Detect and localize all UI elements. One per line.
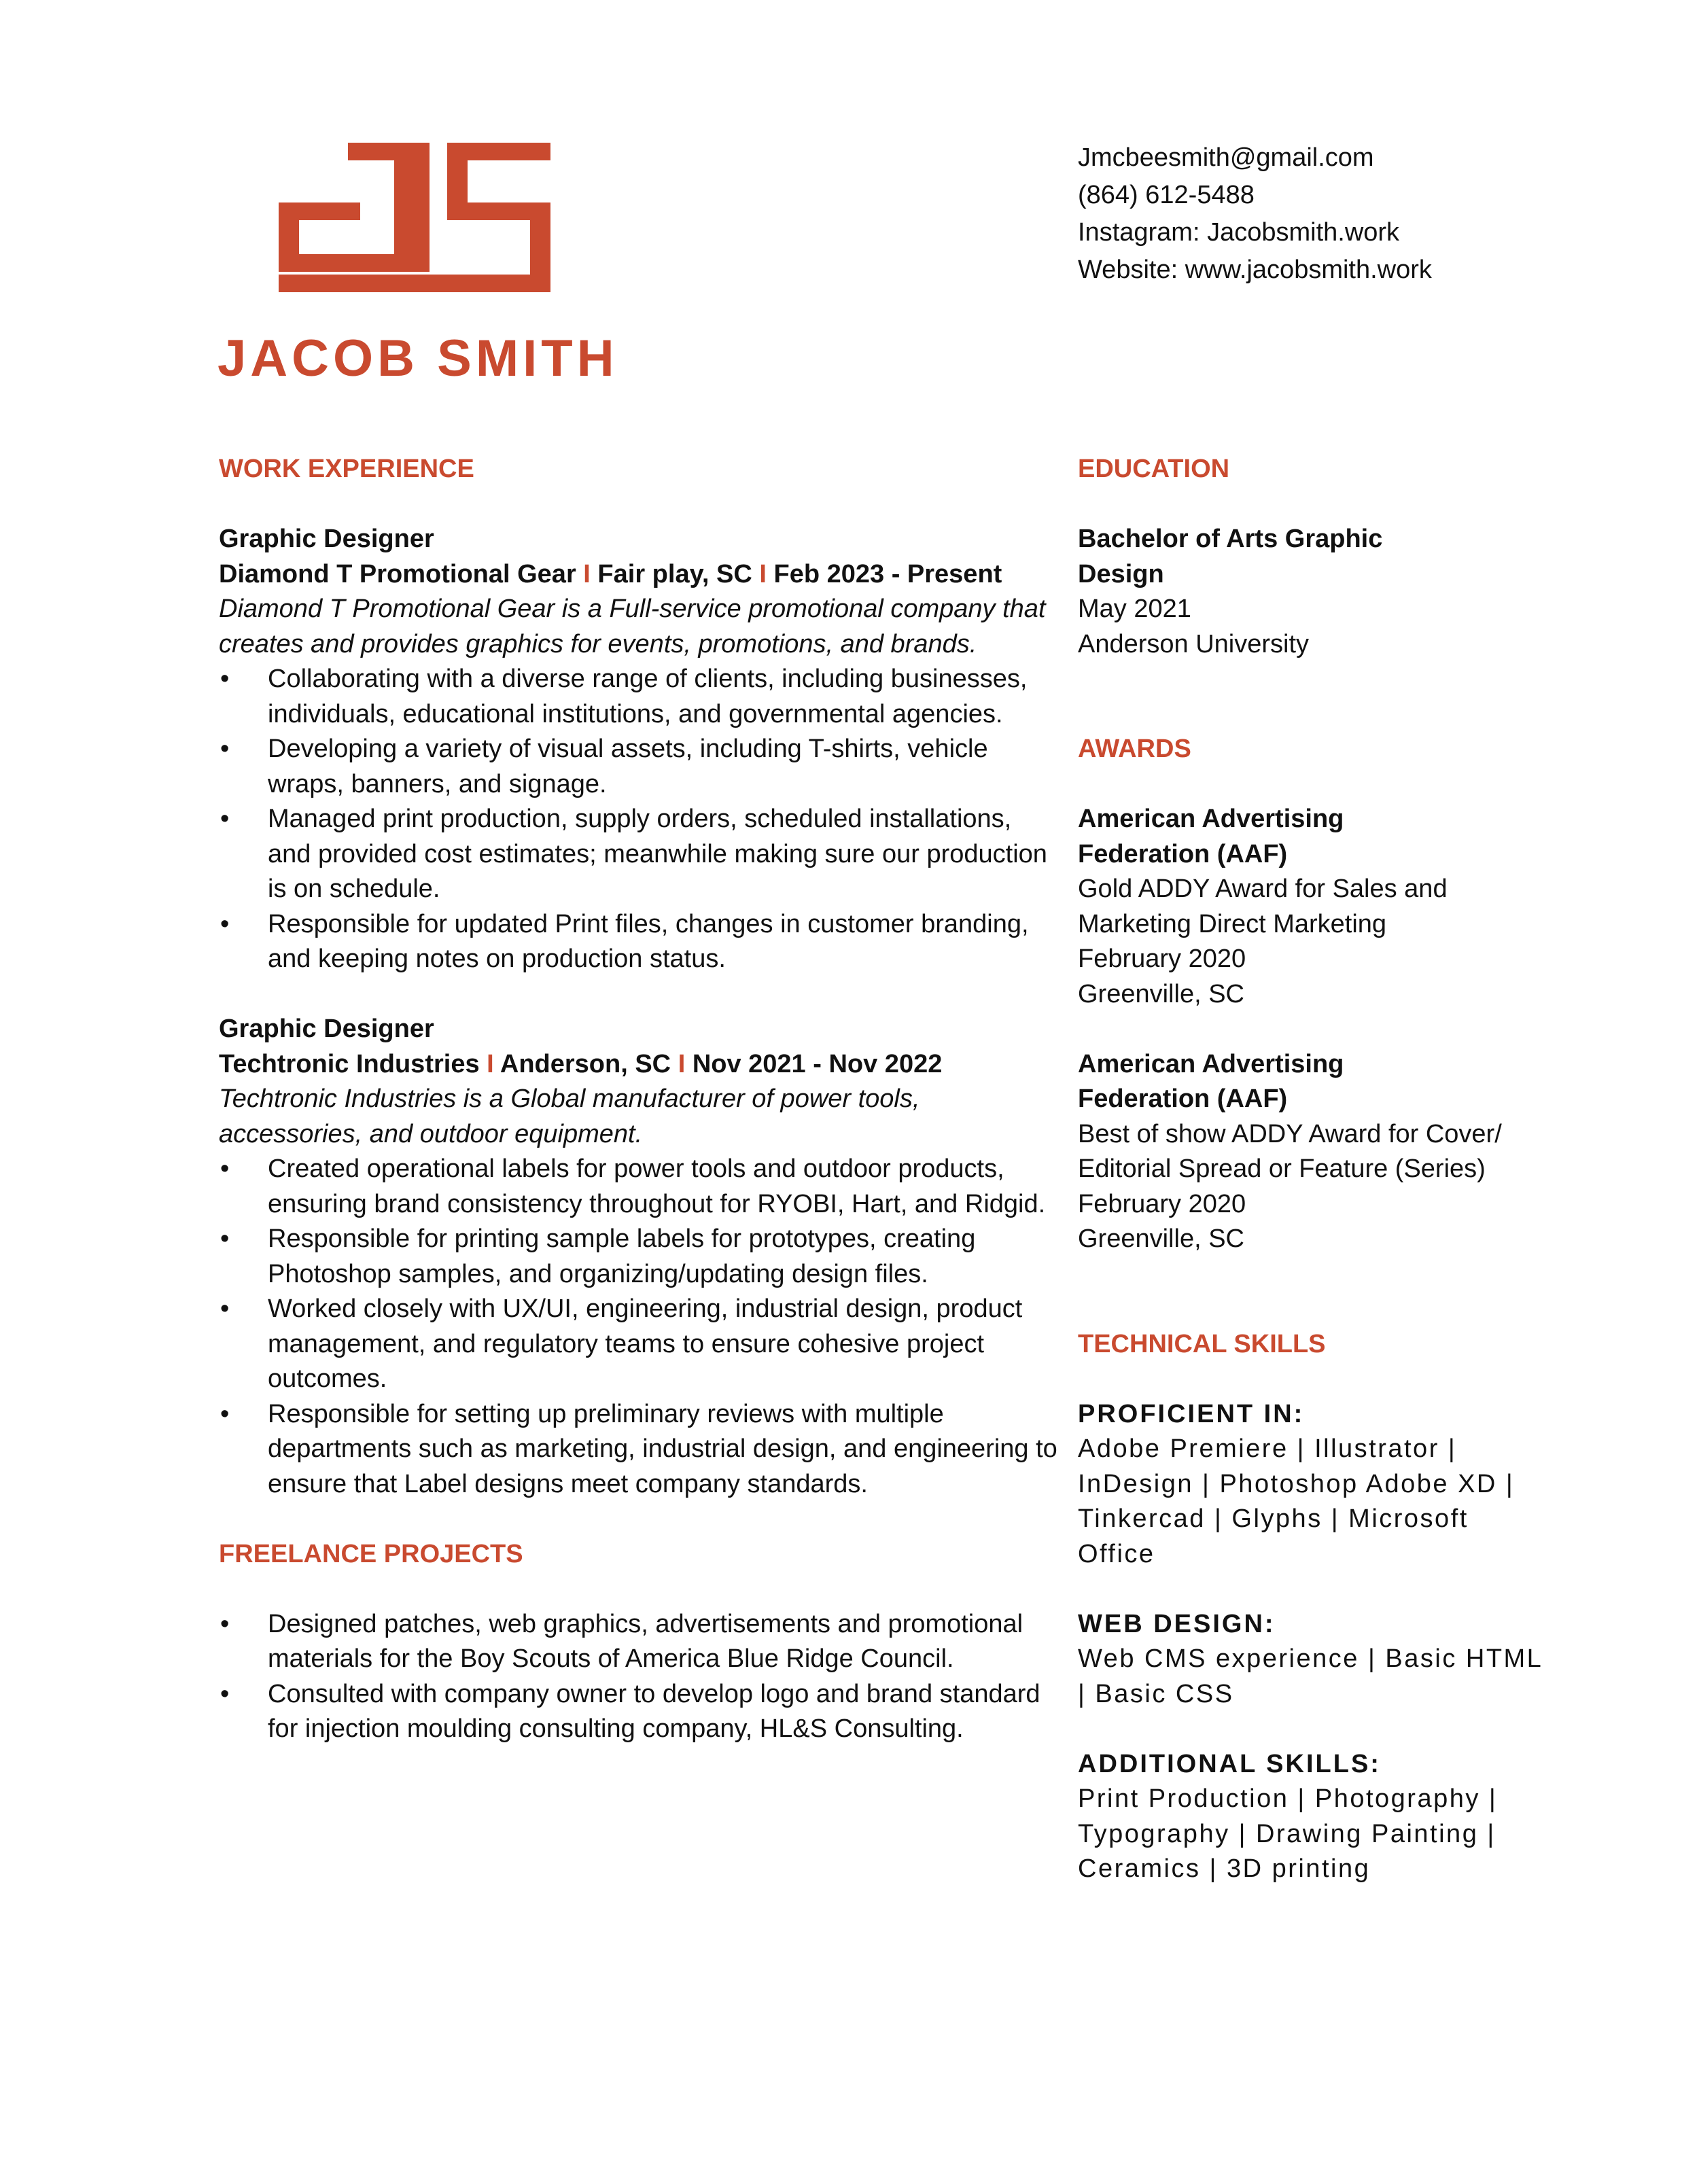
education-school: Anderson University	[1078, 629, 1310, 658]
right-column	[1078, 452, 1554, 1887]
job-location: Fair play, SC	[597, 559, 752, 588]
job-bullets	[219, 1152, 1062, 1502]
job-bullets	[219, 662, 1062, 977]
freelance-heading: FREELANCE PROJECTS	[219, 1539, 523, 1568]
contact-block	[1078, 139, 1622, 289]
bullet-item: • Created operational labels for power tools and outdoor products, ensuring brand consistency throughout for RYOBI, Hart, and Ridgid.	[219, 1152, 1062, 1222]
left-column	[219, 452, 1062, 1747]
award-org: American Advertising	[1078, 1049, 1344, 1078]
bullet-item: • Responsible for printing sample labels for prototypes, creating Photoshop samples, and organizing/updating design files.	[219, 1222, 1062, 1292]
work-experience-heading: WORK EXPERIENCE	[219, 455, 474, 483]
award-org: Federation (AAF)	[1078, 839, 1288, 868]
bullet-item: • Collaborating with a diverse range of clients, including businesses, individuals, educational institutions, and governmental agencies.	[219, 662, 1062, 732]
skill-group-heading: ADDITIONAL SKILLS:	[1078, 1749, 1381, 1778]
bullet-item: • Responsible for updated Print files, changes in customer branding, and keeping notes on production status.	[219, 907, 1062, 977]
education-heading: EDUCATION	[1078, 455, 1230, 483]
job-company: Techtronic Industries	[219, 1049, 480, 1078]
job-role: Graphic Designer	[219, 525, 434, 553]
job-entry	[219, 1012, 1062, 1502]
award-org: American Advertising	[1078, 805, 1344, 833]
job-separator: I	[583, 559, 591, 588]
job-dates: Nov 2021 - Nov 2022	[692, 1049, 943, 1078]
award-location: Greenville, SC	[1078, 979, 1244, 1008]
education-date: May 2021	[1078, 595, 1191, 623]
awards-heading: AWARDS	[1078, 735, 1191, 763]
job-meta	[219, 1047, 1062, 1082]
js-monogram-logo	[279, 143, 550, 292]
job-company: Diamond T Promotional Gear	[219, 559, 576, 588]
bullet-item: • Worked closely with UX/UI, engineering, industrial design, product management, and regulatory teams to ensure cohesive project outcomes.	[219, 1292, 1062, 1397]
bullet-item: • Designed patches, web graphics, advertisements and promotional materials for the Boy Scouts of America Blue Ridge Council.	[219, 1607, 1062, 1677]
skill-group-text: Print Production | Photography | Typography | Drawing Painting | Ceramics | 3D printing	[1078, 1784, 1498, 1883]
job-entry	[219, 522, 1062, 977]
contact-website: Website: www.jacobsmith.work	[1078, 256, 1432, 284]
award-entry	[1078, 1047, 1554, 1257]
job-separator: I	[759, 559, 767, 588]
freelance-bullets	[219, 1607, 1062, 1747]
award-name: Best of show ADDY Award for Cover/ Editorial Spread or Feature (Series)	[1078, 1119, 1502, 1183]
job-meta	[219, 557, 1062, 593]
award-org: Federation (AAF)	[1078, 1085, 1288, 1113]
candidate-name: JACOB SMITH	[217, 330, 618, 387]
skill-group-heading: PROFICIENT IN:	[1078, 1399, 1305, 1428]
bullet-item: • Developing a variety of visual assets, including T-shirts, vehicle wraps, banners, and signage.	[219, 732, 1062, 802]
job-separator: I	[678, 1049, 686, 1078]
award-location: Greenville, SC	[1078, 1225, 1244, 1253]
contact-phone: (864) 612-5488	[1078, 181, 1255, 209]
degree-line: Bachelor of Arts Graphic	[1078, 525, 1383, 553]
job-separator: I	[487, 1049, 494, 1078]
award-name: Gold ADDY Award for Sales and Marketing Direct Marketing	[1078, 875, 1448, 938]
job-role: Graphic Designer	[219, 1015, 434, 1043]
technical-skills-heading: TECHNICAL SKILLS	[1078, 1329, 1326, 1358]
job-description: Diamond T Promotional Gear is a Full-service promotional company that creates and provides graphics for events, promotions, and brands.	[219, 595, 1046, 658]
skill-group-text: Adobe Premiere | Illustrator | InDesign | Photoshop Adobe XD | Tinkercad | Glyphs | Microsoft Office	[1078, 1434, 1515, 1568]
contact-email: Jmcbeesmith@gmail.com	[1078, 143, 1374, 172]
job-location: Anderson, SC	[500, 1049, 671, 1078]
job-description: Techtronic Industries is a Global manufacturer of power tools, accessories, and outdoor equipment.	[219, 1085, 920, 1148]
skill-group-text: Web CMS experience | Basic HTML | Basic CSS	[1078, 1644, 1542, 1708]
skill-group-heading: WEB DESIGN:	[1078, 1609, 1276, 1638]
award-date: February 2020	[1078, 1189, 1246, 1218]
award-entry	[1078, 802, 1554, 1012]
bullet-item: • Responsible for setting up preliminary reviews with multiple departments such as marketing, industrial design, and engineering to ensure that Label designs meet company standards.	[219, 1397, 1062, 1502]
contact-instagram: Instagram: Jacobsmith.work	[1078, 218, 1400, 247]
award-date: February 2020	[1078, 945, 1246, 973]
bullet-item: • Managed print production, supply orders, scheduled installations, and provided cost estimates; meanwhile making sure our production is on schedule.	[219, 802, 1062, 907]
degree-line: Design	[1078, 559, 1164, 588]
job-dates: Feb 2023 - Present	[773, 559, 1002, 588]
bullet-item: • Consulted with company owner to develop logo and brand standard for injection moulding consulting company, HL&S Consulting.	[219, 1677, 1062, 1747]
